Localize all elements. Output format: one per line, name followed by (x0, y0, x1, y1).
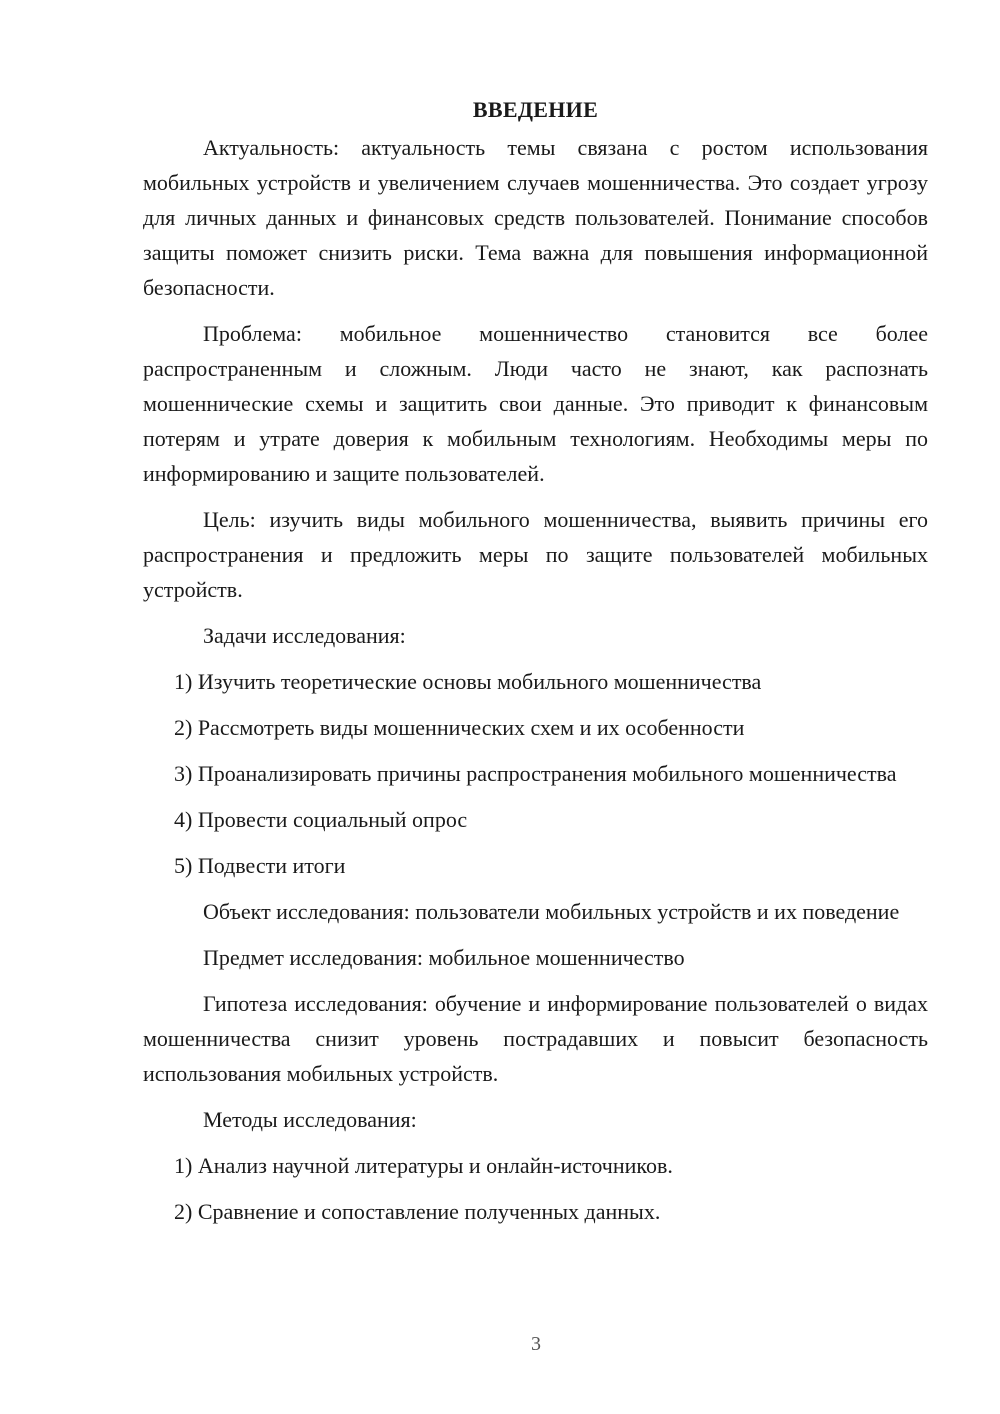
method-item-2: 2) Сравнение и сопоставление полученных данных. (174, 1199, 661, 1224)
paragraph-hypothesis: Гипотеза исследования: обучение и информирование пользователей о видах мошенничества снизит уровень пострадавших и повысит безопасность использования мобильных устройств. (143, 991, 928, 1086)
task-item-4: 4) Провести социальный опрос (174, 807, 468, 832)
paragraph-problem: Проблема: мобильное мошенничество становится все более распространенным и сложным. Люди часто не знают, как распознать мошеннические схемы и защитить свои данные. Это приводит к финансовым потерям и утрате доверия к мобильным технологиям. Необходимы меры по информированию и защите пользователей. (143, 321, 928, 486)
paragraph-tasks-heading: Задачи исследования: (203, 623, 406, 648)
method-item-1: 1) Анализ научной литературы и онлайн-источников. (174, 1153, 673, 1178)
paragraph-goal: Цель: изучить виды мобильного мошенничества, выявить причины его распространения и предложить меры по защите пользователей мобильных устройств. (143, 507, 928, 602)
task-item-2: 2) Рассмотреть виды мошеннических схем и их особенности (174, 715, 745, 740)
task-item-5: 5) Подвести итоги (174, 853, 346, 878)
page-title: ВВЕДЕНИЕ (472, 97, 599, 122)
task-item-3: 3) Проанализировать причины распространения мобильного мошенничества (174, 761, 897, 786)
paragraph-methods-heading: Методы исследования: (203, 1107, 417, 1132)
paragraph-subject: Предмет исследования: мобильное мошенничество (203, 945, 685, 970)
paragraph-relevance: Актуальность: актуальность темы связана с ростом использования мобильных устройств и увеличением случаев мошенничества. Это создает угрозу для личных данных и финансовых средств пользователей. Понимание способов защиты поможет снизить риски. Тема важна для повышения информационной безопасности. (143, 135, 928, 300)
page-number: 3 (531, 1333, 541, 1355)
paragraph-object: Объект исследования: пользователи мобильных устройств и их поведение (203, 899, 900, 924)
document-page (143, 92, 928, 1240)
task-item-1: 1) Изучить теоретические основы мобильного мошенничества (174, 669, 762, 694)
